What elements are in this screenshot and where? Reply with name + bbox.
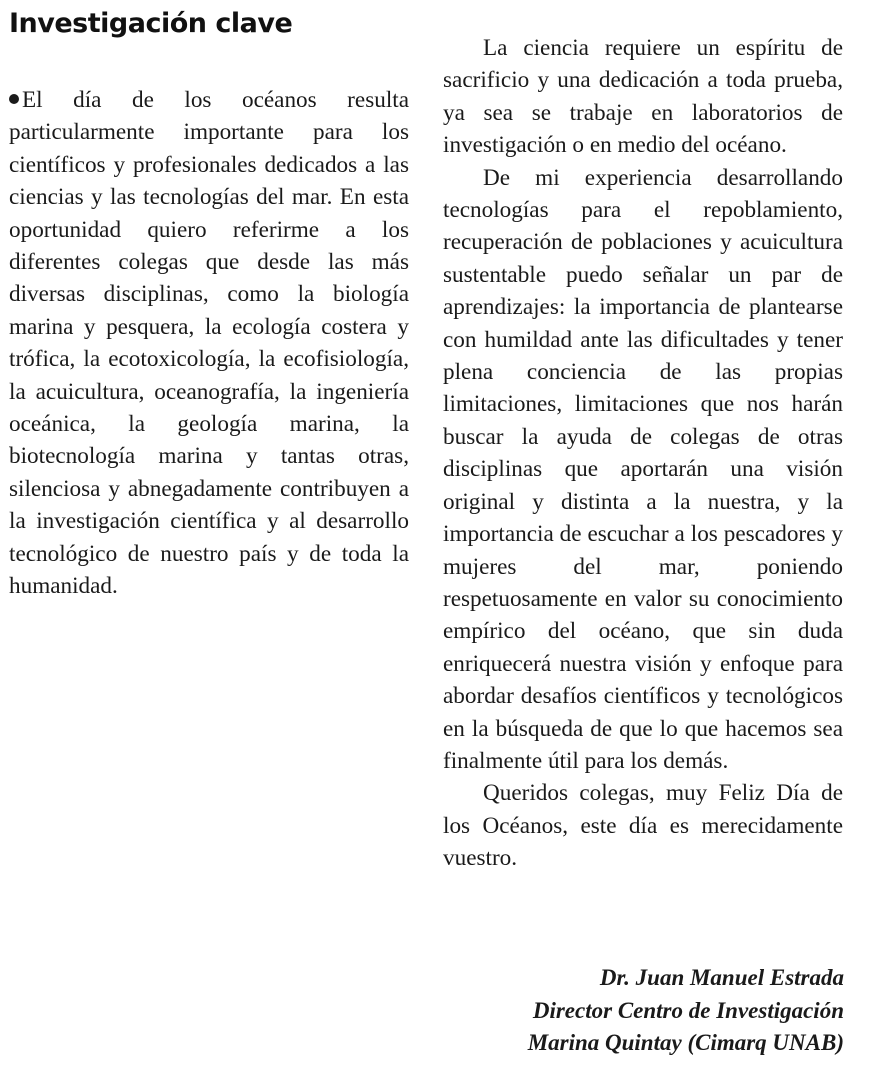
author-institution: Marina Quintay (Cimarq UNAB) <box>527 1030 844 1055</box>
article-paragraph <box>9 84 409 603</box>
article-headline: Investigación clave <box>9 8 293 39</box>
article-column-right <box>443 32 843 875</box>
author-name: Dr. Juan Manuel Estrada <box>599 965 844 990</box>
article-paragraph: De mi experiencia desarrollando tecnologías para el repoblamiento, recuperación de poblaciones y acuicultura sustentable puedo señalar un par de aprendizajes: la importancia de plantearse con humildad ante las dificultades y tener plena conciencia de las propias limitaciones, limitaciones que nos harán buscar la ayuda de colegas de otras disciplinas que aportarán una visión original y distinta a la nuestra, y la importancia de escuchar a los pescadores y mujeres del mar, poniendo respetuosamente en valor su conocimiento empírico del océano, que sin duda enriquecerá nuestra visión y enfoque para abordar desafíos científicos y tecnológicos en la búsqueda de que lo que hacemos sea finalmente útil para los demás. <box>443 164 843 774</box>
article-paragraph-text: El día de los océanos resulta particularmente importante para los científicos y profesionales dedicados a las ciencias y las tecnologías del mar. En esta oportunidad quiero referirme a los diferentes colegas que desde las más diversas disciplinas, como la biología marina y pesquera, la ecología costera y trófica, la ecotoxicología, la ecofisiología, la acuicultura, oceanografía, la ingeniería oceánica, la geología marina, la biotecnología marina y tantas otras, silenciosa y abnegadamente contribuyen a la investigación científica y al desarrollo tecnológico de nuestro país y de toda la humanidad. <box>9 87 409 600</box>
article-paragraph: La ciencia requiere un espíritu de sacrificio y una dedicación a toda prueba, ya sea se trabaje en laboratorios de investigación o en medio del océano. <box>443 35 843 159</box>
author-position: Director Centro de Investigación <box>532 997 844 1023</box>
article-paragraph: Queridos colegas, muy Feliz Día de los Océanos, este día es merecidamente vuestro. <box>443 780 843 872</box>
article-column-left <box>9 84 409 603</box>
bullet-icon <box>9 94 19 104</box>
author-signature <box>528 962 844 1060</box>
